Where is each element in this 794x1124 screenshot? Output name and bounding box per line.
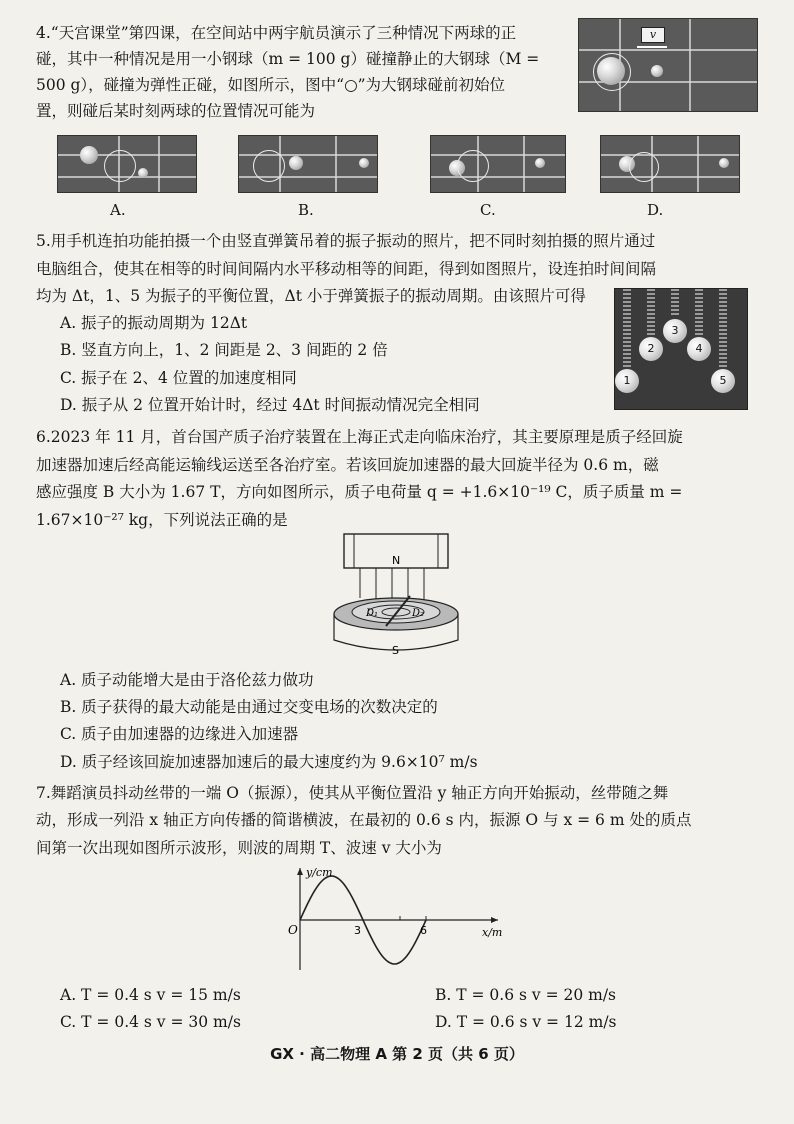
tick-label-6: 6 xyxy=(420,924,427,937)
q5-option-d: D. 振子从 2 位置开始计时，经过 4Δt 时间振动情况完全相同 xyxy=(60,396,480,414)
q5-line-2: 电脑组合，使其在相等的时间间隔内水平移动相等的间距，得到如图照片，设连拍时间间隔 xyxy=(36,260,657,278)
q6-line-2: 加速器加速后经高能运输线运送至各治疗室。若该回旋加速器的最大回旋半径为 0.6 m，磁 xyxy=(36,456,659,474)
q4-option-d-label: D. xyxy=(647,201,664,219)
q7-option-a: A. T = 0.4 s v = 15 m/s xyxy=(60,986,241,1004)
wave-graph xyxy=(280,862,510,974)
d1-label: D₁ xyxy=(366,608,379,619)
q5-line-3: 均为 Δt，1、5 为振子的平衡位置，Δt 小于弹簧振子的振动周期。由该照片可得 xyxy=(36,287,586,305)
q5-line-1: 5.用手机连拍功能拍摄一个由竖直弹簧吊着的振子振动的照片，把不同时刻拍摄的照片通过 xyxy=(36,232,656,250)
q5-spring-photo xyxy=(614,288,748,410)
q6-option-a: A. 质子动能增大是由于洛伦兹力做功 xyxy=(60,671,314,689)
q5-option-b: B. 竖直方向上，1、2 间距是 2、3 间距的 2 倍 xyxy=(60,341,388,359)
q6-line-1: 6.2023 年 11 月，首台国产质子治疗装置在上海正式走向临床治疗，其主要原理是质子经回旋 xyxy=(36,428,683,446)
small-ball xyxy=(651,65,663,77)
q4-option-d-photo xyxy=(600,135,740,193)
oscillator-ball-1: 1 xyxy=(615,369,639,393)
q4-line-3: 500 g），碰撞为弹性正碰，如图所示，图中“○”为大钢球碰前初始位 xyxy=(36,76,506,94)
oscillator-ball-5: 5 xyxy=(711,369,735,393)
x-axis-label: x/m xyxy=(482,926,503,939)
q4-line-1: 4.“天宫课堂”第四课，在空间站中两宇航员演示了三种情况下两球的正 xyxy=(36,24,517,42)
origin-label: O xyxy=(288,923,298,937)
q4-option-b-label: B. xyxy=(298,201,314,219)
cyclotron-figure xyxy=(320,532,470,658)
q7-line-1: 7.舞蹈演员抖动丝带的一端 O（振源），使其从平衡位置沿 y 轴正方向开始振动，丝带随之舞 xyxy=(36,784,669,802)
q7-option-d: D. T = 0.6 s v = 12 m/s xyxy=(435,1013,617,1031)
q7-line-2: 动，形成一列沿 x 轴正方向传播的简谐横波，在最初的 0.6 s 内，振源 O 与 x = 6 m 处的质点 xyxy=(36,811,692,829)
q6-line-3: 感应强度 B 大小为 1.67 T，方向如图所示，质子电荷量 q = +1.6×10⁻¹⁹ C，质子质量 m = xyxy=(36,483,683,501)
velocity-arrow-icon xyxy=(637,46,667,48)
q4-setup-photo xyxy=(578,18,758,112)
q6-option-d: D. 质子经该回旋加速器加速后的最大速度约为 9.6×10⁷ m/s xyxy=(60,753,478,771)
q4-line-4: 置，则碰后某时刻两球的位置情况可能为 xyxy=(36,102,316,120)
oscillator-ball-3: 3 xyxy=(663,319,687,343)
q4-option-b-photo xyxy=(238,135,378,193)
q7-line-3: 间第一次出现如图所示波形，则波的周期 T、波速 v 大小为 xyxy=(36,839,442,857)
q5-option-c: C. 振子在 2、4 位置的加速度相同 xyxy=(60,369,297,387)
tick-label-3: 3 xyxy=(354,924,361,937)
q6-option-b: B. 质子获得的最大动能是由通过交变电场的次数决定的 xyxy=(60,698,438,716)
page-footer: GX · 高二物理 A 第 2 页（共 6 页） xyxy=(270,1045,524,1063)
oscillator-ball-2: 2 xyxy=(639,337,663,361)
oscillator-ball-4: 4 xyxy=(687,337,711,361)
q5-option-a: A. 振子的振动周期为 12Δt xyxy=(60,314,248,332)
q6-line-4: 1.67×10⁻²⁷ kg，下列说法正确的是 xyxy=(36,511,288,529)
q4-line-2: 碰，其中一种情况是用一小钢球（m = 100 g）碰撞静止的大钢球（M = xyxy=(36,50,540,68)
q7-option-c: C. T = 0.4 s v = 30 m/s xyxy=(60,1013,241,1031)
north-pole-label: N xyxy=(392,554,401,567)
q6-option-c: C. 质子由加速器的边缘进入加速器 xyxy=(60,725,299,743)
y-axis-label: y/cm xyxy=(306,866,333,879)
large-ball xyxy=(597,57,625,85)
q4-option-a-photo xyxy=(57,135,197,193)
q4-option-c-label: C. xyxy=(480,201,496,219)
q4-option-a-label: A. xyxy=(110,201,126,219)
south-pole-label: S xyxy=(392,644,399,657)
q7-option-b: B. T = 0.6 s v = 20 m/s xyxy=(435,986,617,1004)
velocity-label-box: v xyxy=(641,27,665,43)
d2-label: D₂ xyxy=(412,608,425,619)
q4-option-c-photo xyxy=(430,135,566,193)
